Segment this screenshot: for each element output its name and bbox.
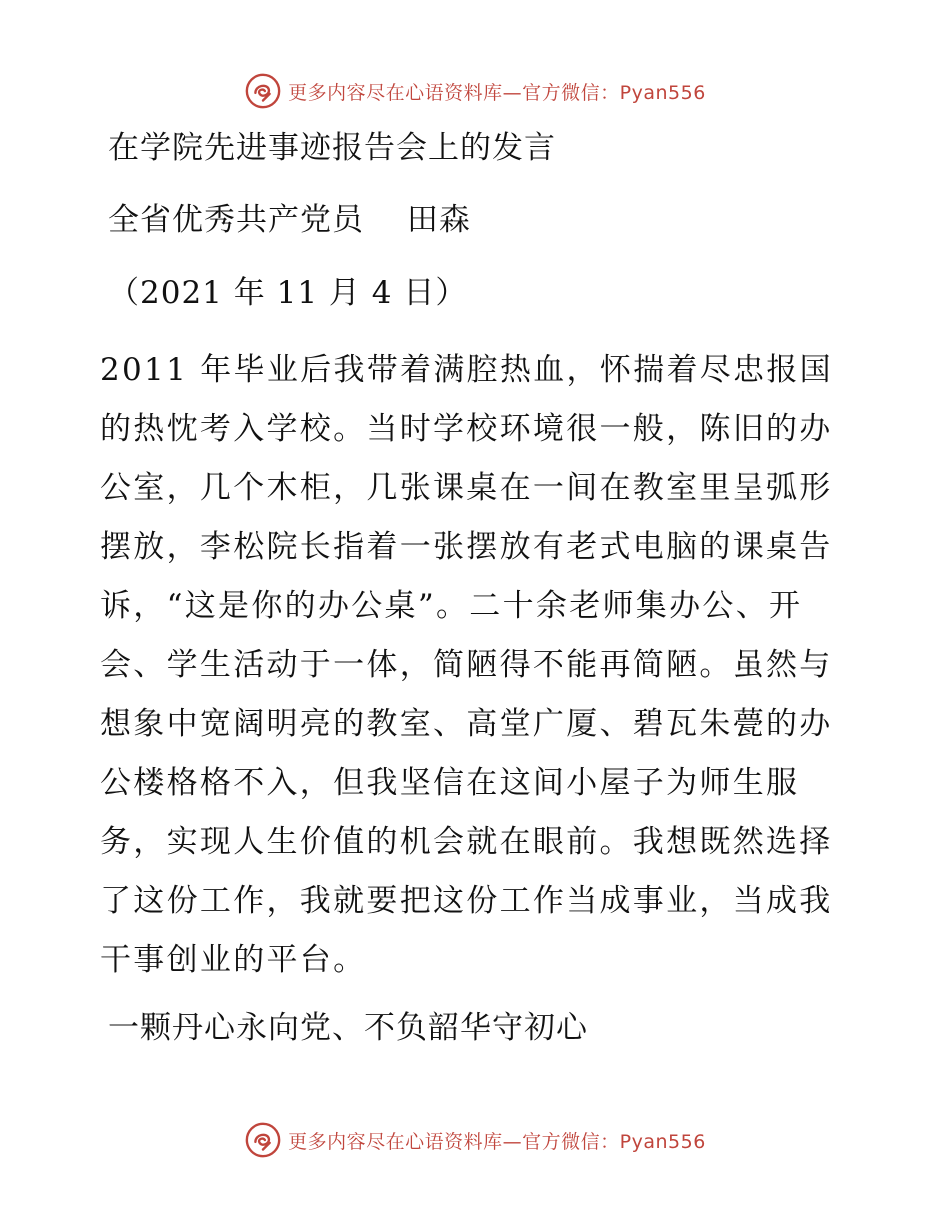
paragraph-line: 公楼格格不入，但我坚信在这间小屋子为师生服 (100, 765, 800, 801)
heart-swirl-logo-icon (244, 72, 282, 110)
paragraph-line: 诉，“这是你的办公桌”。二十余老师集办公、开 (100, 588, 803, 624)
document-title: 在学院先进事迹报告会上的发言 (108, 130, 556, 166)
watermark-banner-bottom (0, 1117, 950, 1163)
paragraph-line: 2011 年毕业后我带着满腔热血，怀揣着尽忠报国 (100, 352, 833, 388)
paragraph-line: 想象中宽阔明亮的教室、高堂广厦、碧瓦朱甍的办 (100, 706, 833, 742)
heart-swirl-logo-icon (244, 1121, 282, 1159)
paragraph-line: 了这份工作，我就要把这份工作当成事业，当成我 (100, 883, 833, 919)
watermark-text: 更多内容尽在心语资料库—官方微信：Pyan556 (288, 81, 706, 104)
paragraph-line: 公室，几个木柜，几张课桌在一间在教室里呈弧形 (100, 470, 833, 506)
paragraph-line: 的热忱考入学校。当时学校环境很一般，陈旧的办 (100, 411, 833, 447)
body-paragraph (100, 341, 860, 990)
watermark-text: 更多内容尽在心语资料库—官方微信：Pyan556 (288, 1130, 706, 1153)
section-heading: 一颗丹心永向党、不负韶华守初心 (108, 1010, 588, 1046)
speech-date: （2021 年 11 月 4 日） (108, 275, 468, 311)
watermark-banner-top (0, 68, 950, 114)
paragraph-line: 摆放，李松院长指着一张摆放有老式电脑的课桌告 (100, 529, 833, 565)
paragraph-line: 干事创业的平台。 (100, 942, 367, 978)
author-byline: 全省优秀共产党员 田森 (108, 202, 471, 238)
paragraph-line: 务，实现人生价值的机会就在眼前。我想既然选择 (100, 824, 833, 860)
paragraph-line: 会、学生活动于一体，简陋得不能再简陋。虽然与 (100, 647, 833, 683)
